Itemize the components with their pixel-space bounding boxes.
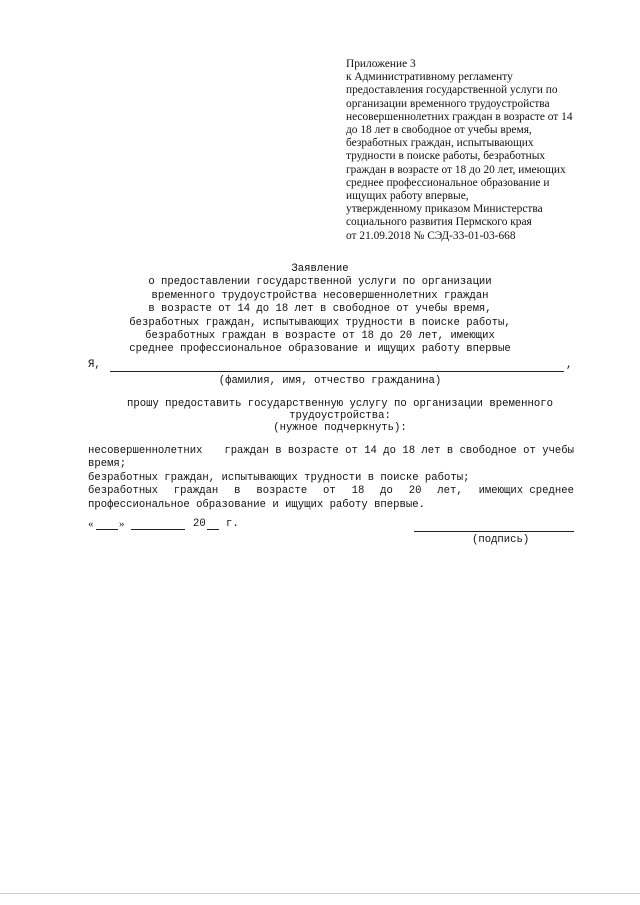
- option-youth-word: несовершеннолетних: [88, 445, 203, 457]
- application-title: [100, 263, 540, 357]
- appendix-line: организации временного трудоустройства: [346, 97, 550, 110]
- signature-caption: (подпись): [472, 534, 530, 546]
- option-graduates-word: лет,: [437, 485, 463, 498]
- signature-field[interactable]: [414, 531, 574, 532]
- title-line: в возрасте от 14 до 18 лет в свободное от учебы время,: [148, 303, 492, 316]
- option-graduates-word: в: [234, 485, 241, 498]
- date-day-field[interactable]: [96, 529, 118, 530]
- date-year-suffix: г.: [226, 518, 239, 530]
- title-line: о предоставлении государственной услуги по организации: [148, 276, 492, 289]
- applicant-caption: (фамилия, имя, отчество гражданина): [218, 375, 442, 387]
- appendix-line: Приложение 3: [346, 58, 416, 70]
- appendix-header: [346, 58, 596, 243]
- applicant-name-field[interactable]: [110, 371, 564, 372]
- appendix-line: социального развития Пермского края: [346, 216, 532, 229]
- option-graduates-word: возрасте: [256, 485, 308, 498]
- applicant-prefix: Я,: [88, 359, 101, 371]
- option-graduates-word: безработных: [88, 485, 158, 498]
- appendix-line: от 21.09.2018 № СЭД-33-01-03-668: [346, 229, 516, 242]
- appendix-line: несовершеннолетних граждан в возрасте от 14: [346, 110, 573, 123]
- applicant-suffix: ,: [566, 359, 573, 371]
- option-graduates-word: имеющих среднее: [478, 485, 574, 498]
- date-year-prefix: 20: [193, 518, 206, 530]
- appendix-line: граждан в возрасте от 18 до 20 лет, имеющих: [346, 163, 566, 176]
- option-job-seekers[interactable]: безработных граждан, испытывающих трудности в поиске работы;: [88, 471, 470, 484]
- appendix-line: предоставления государственной услуги по: [346, 84, 558, 97]
- title-line: безработных граждан в возрасте от 18 до 20 лет, имеющих: [145, 330, 495, 343]
- request-line: трудоустройства:: [289, 410, 391, 422]
- appendix-line: ищущих работу впервые,: [346, 190, 469, 203]
- option-graduates[interactable]: [88, 485, 574, 498]
- date-month-field[interactable]: [131, 529, 185, 530]
- appendix-line: трудности в поиске работы, безработных: [346, 150, 546, 163]
- date-quote-open: «: [88, 518, 94, 530]
- title-line: безработных граждан, испытывающих трудности в поиске работы,: [129, 316, 511, 329]
- title-line: среднее профессиональное образование и ищущих работу впервые: [129, 343, 511, 356]
- title-line: временного трудоустройства несовершеннолетних граждан: [151, 289, 489, 302]
- option-youth-word: граждан в возрасте от 14 до 18 лет в свободное от учебы: [224, 445, 574, 457]
- appendix-line: к Административному регламенту: [346, 71, 513, 84]
- option-graduates-continuation: профессиональное образование и ищущих работу впервые.: [88, 498, 425, 511]
- option-graduates-word: 18: [351, 485, 365, 498]
- request-line: прошу предоставить государственную услугу по организации временного: [127, 398, 553, 410]
- option-youth[interactable]: [88, 445, 574, 458]
- appendix-line: утвержденному приказом Министерства: [346, 203, 543, 216]
- page-bottom-edge: [0, 893, 640, 894]
- request-note: (нужное подчеркнуть):: [273, 422, 407, 434]
- service-options: [88, 445, 574, 512]
- option-graduates-word: граждан: [173, 485, 219, 498]
- date-quote-close: »: [119, 518, 125, 530]
- option-graduates-word: от: [323, 485, 336, 498]
- document-heading: Заявление: [291, 263, 349, 275]
- appendix-line: безработных граждан, испытывающих: [346, 137, 534, 150]
- option-graduates-word: до: [380, 485, 393, 498]
- date-year-field[interactable]: [207, 529, 219, 530]
- appendix-line: среднее профессиональное образование и: [346, 176, 550, 189]
- option-youth-continuation: время;: [88, 458, 127, 471]
- option-graduates-word: 20: [408, 485, 422, 498]
- appendix-line: до 18 лет в свободное от учебы время,: [346, 124, 532, 137]
